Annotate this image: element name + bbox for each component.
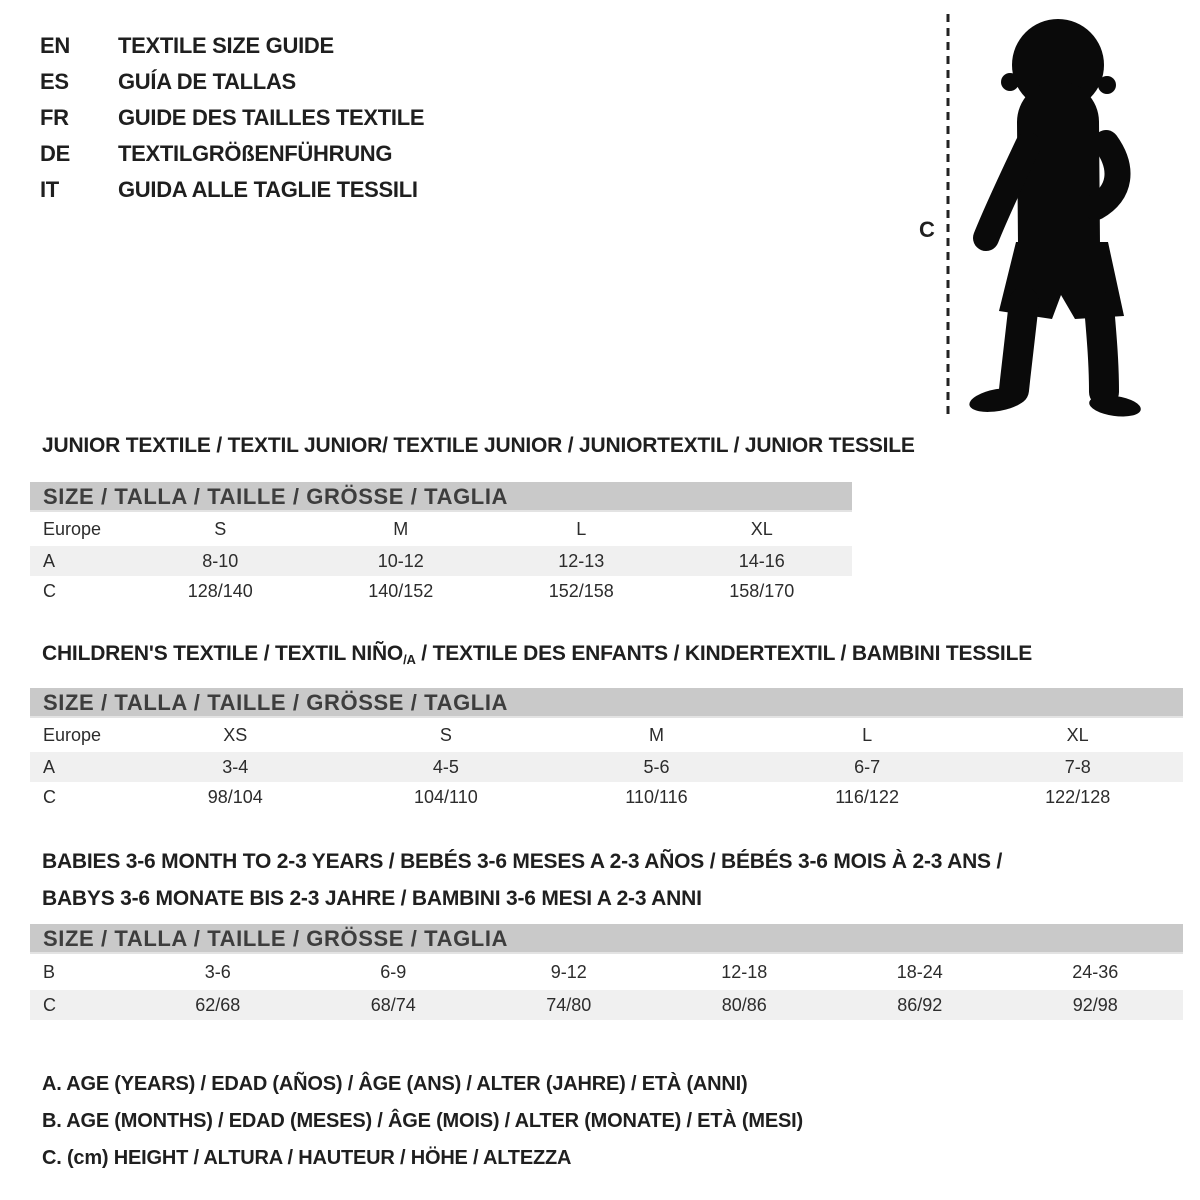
language-title-block xyxy=(40,28,424,208)
children-title-text: CHILDREN'S TEXTILE / TEXTIL NIÑO xyxy=(42,642,404,665)
table-cell: 110/116 xyxy=(625,787,688,807)
table-row xyxy=(30,546,852,576)
row-label: B xyxy=(43,962,56,982)
table-cell: 9-12 xyxy=(550,962,587,982)
size-band: SIZE / TALLA / TAILLE / GRÖSSE / TAGLIA xyxy=(30,924,1183,954)
language-code: ES xyxy=(40,69,69,94)
babies-title-line1: BABIES 3-6 MONTH TO 2-3 YEARS / BEBÉS 3-6 MESES A 2-3 AÑOS / BÉBÉS 3-6 MOIS À 2-3 ANS / xyxy=(42,850,1003,873)
height-measure-label: C xyxy=(919,217,935,242)
legend-block xyxy=(42,1066,803,1177)
table-row xyxy=(30,718,1183,752)
table-cell: 140/152 xyxy=(368,581,434,601)
table-cell: 122/128 xyxy=(1045,787,1111,807)
table-row xyxy=(30,752,1183,782)
babies-title-line2: BABYS 3-6 MONATE BIS 2-3 JAHRE / BAMBINI 3-6 MESI A 2-3 ANNI xyxy=(42,887,702,910)
column-header: XL xyxy=(1066,725,1089,745)
language-row xyxy=(40,172,424,208)
table-cell: 12-13 xyxy=(558,551,605,571)
table-cell: 86/92 xyxy=(897,995,943,1015)
table-row xyxy=(30,512,852,546)
language-row xyxy=(40,64,424,100)
junior-size-table xyxy=(30,482,852,606)
junior-section-title: JUNIOR TEXTILE / TEXTIL JUNIOR/ TEXTILE JUNIOR / JUNIORTEXTIL / JUNIOR TESSILE xyxy=(42,434,915,457)
table-cell: 4-5 xyxy=(432,757,459,777)
language-title: TEXTILE SIZE GUIDE xyxy=(118,33,334,58)
table-cell: 10-12 xyxy=(377,551,424,571)
language-title: GUIDE DES TAILLES TEXTILE xyxy=(118,105,425,130)
legend-line-c: C. (cm) HEIGHT / ALTURA / HAUTEUR / HÖHE / ALTEZZA xyxy=(42,1147,572,1169)
table-cell: 68/74 xyxy=(370,995,416,1015)
table-cell: 152/158 xyxy=(548,581,614,601)
toddler-silhouette-icon xyxy=(958,10,1178,420)
table-cell: 128/140 xyxy=(187,581,253,601)
children-size-table xyxy=(30,688,1183,812)
table-cell: 6-9 xyxy=(380,962,407,982)
table-cell: 80/86 xyxy=(721,995,767,1015)
babies-section-title xyxy=(42,843,1002,917)
column-header: S xyxy=(214,519,227,539)
children-title-text: / TEXTILE DES ENFANTS / KINDERTEXTIL / BAMBINI TESSILE xyxy=(415,642,1033,665)
row-label: A xyxy=(43,757,56,777)
table-cell: 74/80 xyxy=(546,995,592,1015)
column-header: L xyxy=(862,725,873,745)
children-section-title xyxy=(42,642,1032,667)
column-header: L xyxy=(576,519,587,539)
table-cell: 92/98 xyxy=(1072,995,1118,1015)
language-title: GUÍA DE TALLAS xyxy=(118,69,296,94)
language-code: IT xyxy=(40,177,59,202)
language-title: TEXTILGRÖßENFÜHRUNG xyxy=(118,141,393,166)
column-header: M xyxy=(393,519,409,539)
column-header: XL xyxy=(750,519,773,539)
legend-line-b: B. AGE (MONTHS) / EDAD (MESES) / ÂGE (MOIS) / ALTER (MONATE) / ETÀ (MESI) xyxy=(42,1110,803,1132)
row-label: Europe xyxy=(43,725,102,745)
size-band: SIZE / TALLA / TAILLE / GRÖSSE / TAGLIA xyxy=(30,688,1183,718)
table-cell: 24-36 xyxy=(1072,962,1119,982)
table-cell: 12-18 xyxy=(721,962,768,982)
language-row xyxy=(40,28,424,64)
table-cell: 7-8 xyxy=(1064,757,1091,777)
table-cell: 18-24 xyxy=(896,962,943,982)
column-header: M xyxy=(648,725,664,745)
table-cell: 116/122 xyxy=(835,787,899,807)
size-band: SIZE / TALLA / TAILLE / GRÖSSE / TAGLIA xyxy=(30,482,852,512)
table-cell: 158/170 xyxy=(729,581,795,601)
table-cell: 3-6 xyxy=(204,962,231,982)
language-code: FR xyxy=(40,105,69,130)
table-cell: 8-10 xyxy=(202,551,239,571)
table-cell: 104/110 xyxy=(414,787,478,807)
children-title-subscript: /A xyxy=(403,652,416,667)
row-label: A xyxy=(43,551,56,571)
column-header: S xyxy=(439,725,452,745)
column-header: XS xyxy=(223,725,248,745)
table-row xyxy=(30,576,852,606)
table-row xyxy=(30,782,1183,812)
row-label: C xyxy=(43,581,56,601)
table-row xyxy=(30,954,1183,990)
table-cell: 3-4 xyxy=(222,757,249,777)
language-title: GUIDA ALLE TAGLIE TESSILI xyxy=(118,177,418,202)
legend-line-a: A. AGE (YEARS) / EDAD (AÑOS) / ÂGE (ANS) / ALTER (JAHRE) / ETÀ (ANNI) xyxy=(42,1073,748,1095)
language-row xyxy=(40,100,424,136)
table-row xyxy=(30,990,1183,1020)
dashed-measure-line-icon xyxy=(944,14,952,416)
language-code: DE xyxy=(40,141,70,166)
table-cell: 5-6 xyxy=(643,757,670,777)
row-label: C xyxy=(43,787,56,807)
babies-size-table xyxy=(30,924,1183,1020)
table-cell: 98/104 xyxy=(207,787,263,807)
table-cell: 62/68 xyxy=(195,995,241,1015)
language-code: EN xyxy=(40,33,70,58)
table-cell: 6-7 xyxy=(854,757,881,777)
table-cell: 14-16 xyxy=(738,551,785,571)
row-label: Europe xyxy=(43,519,102,539)
language-row xyxy=(40,136,424,172)
row-label: C xyxy=(43,995,56,1015)
